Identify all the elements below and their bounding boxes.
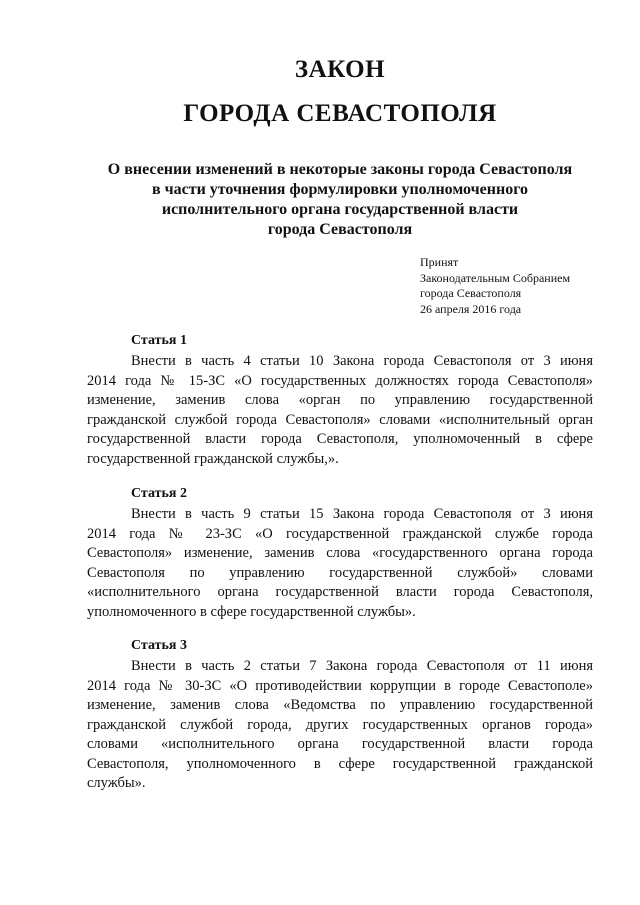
adoption-line: города Севастополя (420, 286, 522, 300)
article-3-heading: Статья 3 (131, 638, 187, 653)
article-line: Севастополя по управлению государственной службой» словами (87, 564, 593, 581)
article-line: службы». (87, 775, 146, 791)
document-subtitle (60, 160, 620, 240)
article-line: «исполнительного органа государственной власти города Севастополя, (87, 584, 593, 600)
adoption-line: Законодательным Собранием (420, 270, 571, 285)
adoption-block (420, 255, 570, 317)
article-line: государственной гражданской службы,». (87, 450, 339, 467)
article-2-body (87, 505, 593, 622)
article-line: гражданской службой города, других государственных органов города» (87, 716, 593, 733)
article-line: Севастополя, уполномоченного в сфере государственной гражданской (87, 755, 593, 772)
article-line: 2014 года № 15-ЗС «О государственных должностях города Севастополя» (87, 372, 593, 389)
article-line: государственной власти города Севастополя, уполномоченный в сфере (87, 431, 593, 447)
subtitle-line: исполнительного органа государственной власти (161, 201, 519, 218)
article-line: Севастополя» изменение, заменив слова «государственного органа города (87, 545, 593, 561)
article-line: Внести в часть 2 статьи 7 Закона города Севастополя от 11 июня (131, 658, 593, 674)
article-line: Внести в часть 4 статьи 10 Закона города Севастополя от 3 июня (131, 353, 593, 369)
article-line: словами «исполнительного органа государственной власти города (87, 736, 593, 752)
article-line: изменение, заменив слова «Ведомства по управлению государственной (87, 697, 593, 713)
article-line: Внести в часть 9 статьи 15 Закона города Севастополя от 3 июня (131, 506, 593, 522)
article-line: уполномоченного в сфере государственной службы». (87, 603, 416, 620)
subtitle-line: города Севастополя (267, 221, 413, 238)
subtitle-line: в части уточнения формулировки уполномоченного (151, 181, 529, 198)
article-1-body (87, 352, 593, 469)
article-3-body (87, 657, 593, 794)
subtitle-line: О внесении изменений в некоторые законы города Севастополя (107, 161, 573, 178)
article-1-heading: Статья 1 (131, 333, 187, 348)
adoption-date: 26 апреля 2016 года (420, 301, 522, 316)
adoption-line: Принят (420, 255, 459, 269)
document-title: ЗАКОН (294, 56, 386, 83)
article-line: 2014 года № 23-ЗС «О государственной гражданской службе города (87, 525, 593, 542)
article-line: 2014 года № 30-ЗС «О противодействии коррупции в городе Севастополе» (87, 677, 593, 694)
article-line: гражданской службой города Севастополя» словами «исполнительный орган (87, 411, 593, 428)
article-2-heading: Статья 2 (131, 486, 187, 501)
article-line: изменение, заменив слова «орган по управлению государственной (87, 392, 593, 408)
document-issuer: ГОРОДА СЕВАСТОПОЛЯ (183, 100, 497, 127)
